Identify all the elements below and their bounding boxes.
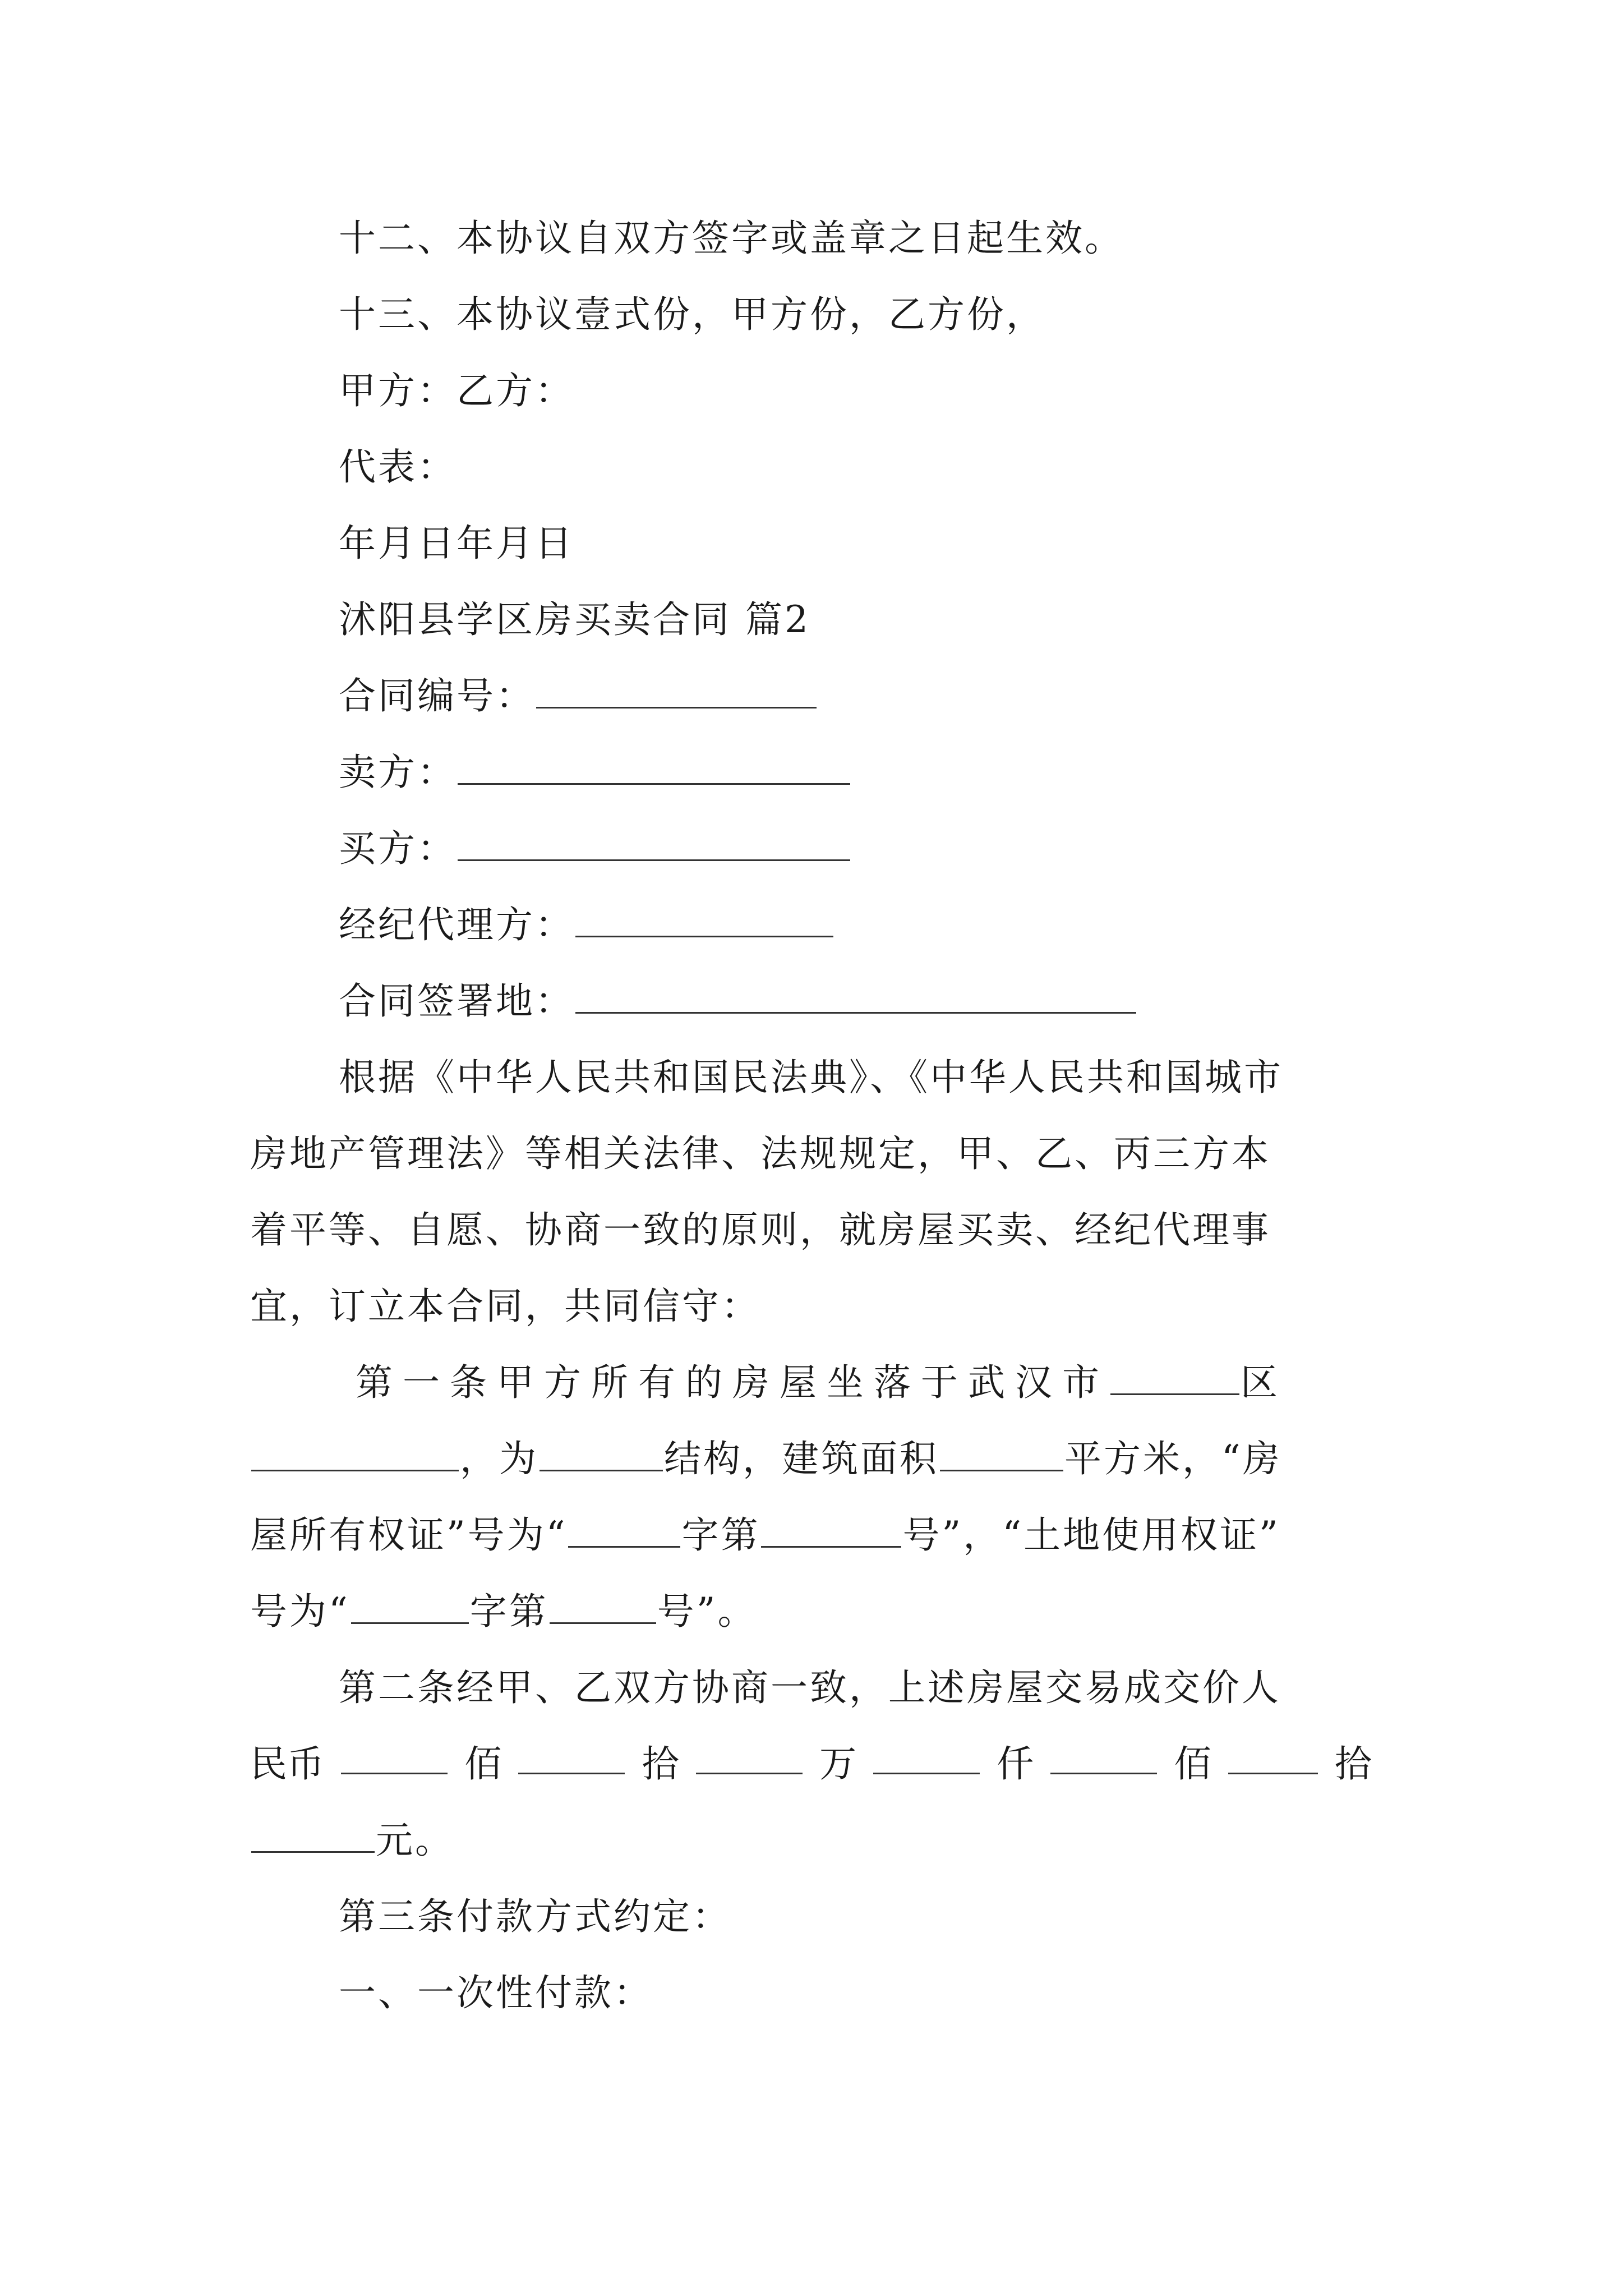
article-1-text: 平方米，“房 [1064,1437,1282,1480]
section-title: 沭阳县学区房买卖合同 篇2 [339,598,810,641]
seller-label: 卖方： [339,751,457,794]
contract-number-blank [536,680,817,708]
article-1-text: 号为“ [250,1590,350,1633]
clause-12: 十二、本协议自双方签字或盖章之日起生效。 [339,217,1124,260]
article-1-text: 第一条甲方所有的房屋坐落于武汉市 [356,1361,1109,1404]
agent-label: 经纪代理方： [339,903,574,946]
article-1-line [250,1590,757,1633]
party-line: 甲方：乙方： [339,369,574,412]
address-blank [251,1443,459,1471]
article-1-text: 字第 [681,1513,760,1557]
agent-blank [575,909,833,937]
representative-line: 代表： [339,445,457,489]
article-1-text: 字第 [469,1590,548,1633]
article-3-line: 第三条付款方式约定： [339,1895,731,1938]
price-line [250,1742,1372,1786]
area-blank [940,1443,1063,1471]
price-line [250,1819,454,1862]
date-line: 年月日年月日 [339,522,574,565]
price-blank [518,1746,625,1774]
paragraph-line: 根据《中华人民共和国民法典》、《中华人民共和国城市 [339,1056,1283,1099]
paragraph-line: 宜，订立本合同，共同信守： [250,1285,760,1328]
article-1-line [250,1437,1282,1480]
district-blank [1110,1366,1239,1395]
article-1-text: 结构，建筑面积 [664,1437,939,1480]
buyer-field [339,827,851,870]
price-unit: 元。 [376,1819,454,1862]
article-2-line: 第二条经甲、乙双方协商一致，上述房屋交易成交价人 [339,1666,1281,1709]
paragraph-line: 着平等、自愿、协商一致的原则，就房屋买卖、经纪代理事 [250,1208,1271,1251]
contract-number-label: 合同编号： [339,674,535,717]
price-blank [696,1746,803,1774]
article-1-line [250,1513,1280,1557]
price-blank [251,1824,375,1853]
price-unit: 拾 [1334,1742,1372,1786]
article-1-text: 号”。 [657,1590,757,1633]
clause-13: 十三、本协议壹式份，甲方份，乙方份， [339,293,1045,336]
price-blank [1228,1746,1318,1774]
district-label: 区 [1241,1361,1288,1404]
price-text: 民币 [250,1742,324,1786]
seller-blank [458,756,850,785]
seller-field [339,751,851,794]
signing-place-label: 合同签署地： [339,979,574,1023]
buyer-label: 买方： [339,827,457,870]
ownership-cert-blank [568,1519,680,1548]
land-cert-blank [351,1595,469,1624]
payment-option-line: 一、一次性付款： [339,1971,653,2014]
price-blank [1050,1746,1157,1774]
land-no-blank [550,1595,656,1624]
price-unit: 万 [819,1742,856,1786]
contract-number-field [339,674,818,717]
paragraph-line: 房地产管理法》等相关法律、法规规定，甲、乙、丙三方本 [250,1132,1271,1175]
article-1-text: ，为 [460,1437,538,1480]
price-unit: 仟 [997,1742,1034,1786]
signing-place-field [339,979,1137,1023]
agent-field [339,903,834,946]
price-blank [341,1746,448,1774]
price-blank [873,1746,980,1774]
buyer-blank [458,832,850,861]
price-unit: 佰 [1174,1742,1211,1786]
ownership-no-blank [761,1519,901,1548]
article-1-line [356,1361,1288,1404]
structure-blank [540,1443,663,1471]
price-unit: 拾 [642,1742,679,1786]
signing-place-blank [575,985,1136,1014]
article-1-text: 号”，“土地使用权证” [902,1513,1280,1557]
price-unit: 佰 [464,1742,502,1786]
article-1-text: 屋所有权证”号为“ [250,1513,568,1557]
